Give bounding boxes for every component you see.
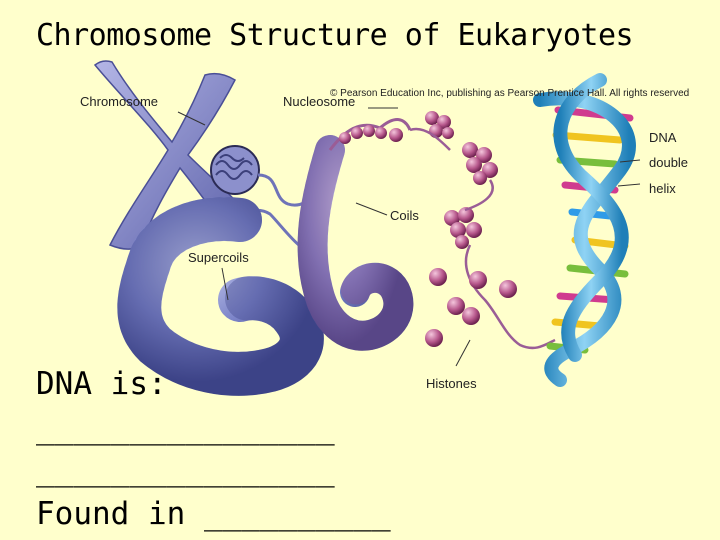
prompt-blank-1: ________________ <box>36 410 335 446</box>
dna-double-helix <box>540 80 630 380</box>
label-dna: DNA <box>649 130 677 145</box>
slide-title: Chromosome Structure of Eukaryotes <box>36 18 634 53</box>
magnifier-circle <box>211 146 259 194</box>
label-histones: Histones <box>426 376 477 391</box>
label-coils: Coils <box>390 208 419 223</box>
prompt-dna-is: DNA is: <box>36 366 167 402</box>
label-chromosome: Chromosome <box>80 94 159 109</box>
label-nucleosome: Nucleosome <box>283 94 356 109</box>
label-supercoils: Supercoils <box>188 250 249 265</box>
histone-spheres <box>425 268 517 347</box>
nucleosome-beads <box>339 111 498 249</box>
copyright-notice: © Pearson Education Inc, publishing as Pearson Prentice Hall. All rights reserved <box>330 88 690 99</box>
prompt-found-in: Found in __________ <box>36 496 391 532</box>
prompt-blank-2: ________________ <box>36 452 335 488</box>
coils-column <box>313 150 399 336</box>
label-helix: helix <box>649 181 676 196</box>
supercoils-tube <box>139 219 302 374</box>
label-double: double <box>649 155 689 170</box>
